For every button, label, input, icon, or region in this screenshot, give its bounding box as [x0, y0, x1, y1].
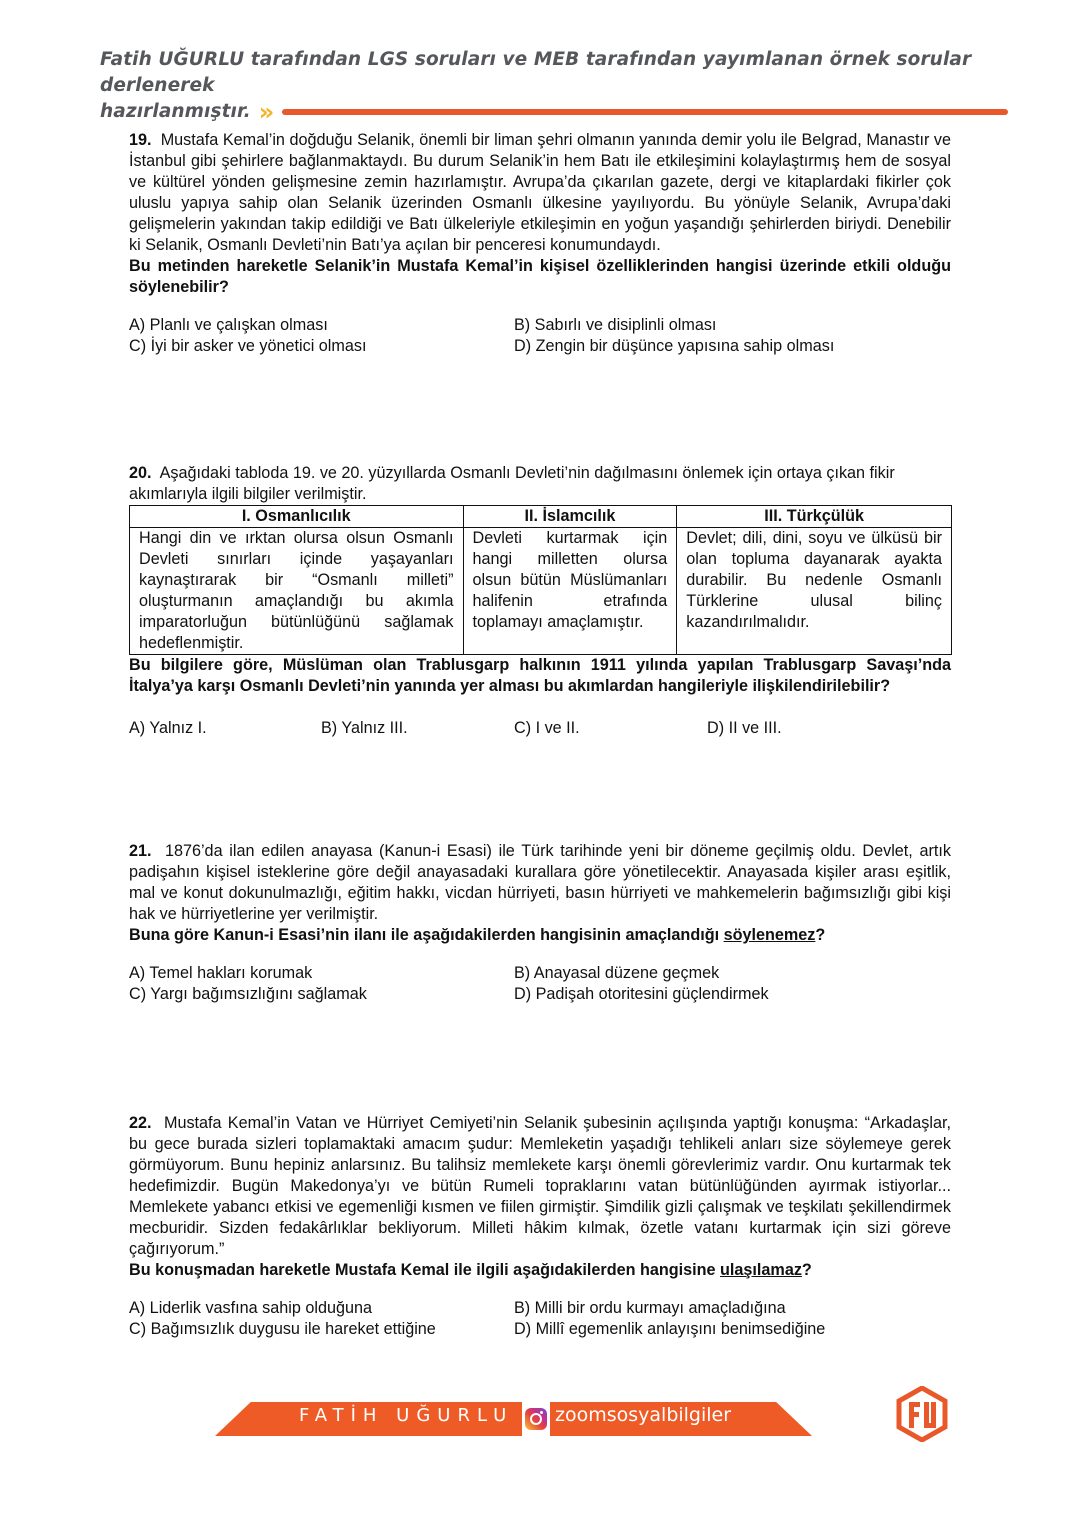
option-a[interactable]: A) Temel hakları korumak	[129, 964, 313, 982]
option-c[interactable]: C) Yargı bağımsızlığını sağlamak	[129, 985, 367, 1003]
instagram-icon	[525, 1408, 547, 1430]
double-chevron-icon: »	[258, 98, 269, 126]
question-21-options	[129, 963, 951, 1005]
table-header-turkculuk: III. Türkçülük	[677, 506, 952, 528]
option-d[interactable]: D) II ve III.	[707, 719, 782, 737]
negation-keyword: ulaşılamaz	[720, 1261, 802, 1279]
option-a[interactable]: A) Liderlik vasfına sahip olduğuna	[129, 1299, 372, 1317]
option-c[interactable]: C) İyi bir asker ve yönetici olması	[129, 337, 367, 355]
question-number: 19.	[129, 131, 152, 149]
option-c[interactable]: C) I ve II.	[514, 719, 580, 737]
page-header	[100, 47, 1020, 125]
question-19-body	[129, 130, 951, 256]
option-a[interactable]: A) Yalnız I.	[129, 719, 207, 737]
table-cell-turkculuk: Devlet; dili, dini, soyu ve ülküsü bir olan topluma dayanarak ayakta durabilir. Bu nedenle Osmanlı Türklerine ulusal bilinç kazandırılmalıdır.	[677, 528, 952, 655]
question-19-stem: Bu metinden hareketle Selanik’in Mustafa Kemal’in kişisel özelliklerinden hangisi üzerinde etkili olduğu söylenebilir?	[129, 257, 951, 296]
question-text: Mustafa Kemal’in doğduğu Selanik, önemli bir liman şehri olmanın yanında demir yolu ile Belgrad, Manastır ve İstanbul gibi şehirlere bağlanmaktaydı. Bu durum Selanik’in hem Batı ile etkileşimini kolaylaştırmış hem de sosyal ve kültürel yönden gelişmesine zemin hazırlamıştır. Avrupa’da çıkarılan gazete, dergi ve kitaplardaki fikirler çok uluslu yapıya sahip olan Selanik üzerinden Osmanlı ülkesine yayılıyordu. Bu yönüyle Selanik, Avrupa’daki gelişmelerin yakından takip edildiği ve Batı ülkeleriyle etkileşimin en yoğun yaşandığı şehirlerden biriydi. Denebilir ki Selanik, Osmanlı Devleti’nin Batı’ya açılan bir penceresi konumundaydı.	[129, 131, 952, 254]
question-19-options	[129, 315, 951, 357]
header-line-1: Fatih UĞURLU tarafından LGS soruları ve MEB tarafından yayımlanan örnek sorular derlenerek	[100, 49, 972, 96]
question-19	[129, 130, 951, 357]
question-22-options	[129, 1298, 951, 1340]
option-b[interactable]: B) Anayasal düzene geçmek	[514, 964, 720, 982]
question-text: Aşağıdaki tabloda 19. ve 20. yüzyıllarda Osmanlı Devleti’nin dağılmasını önlemek için ortaya çıkan fikir akımlarıyla ilgili bilgiler verilmiştir.	[129, 464, 895, 503]
question-22-stem: Bu konuşmadan hareketle Mustafa Kemal ile ilgili aşağıdakilerden hangisine ulaşılamaz?	[129, 1261, 812, 1279]
question-20-body	[129, 463, 951, 505]
option-d[interactable]: D) Millî egemenlik anlayışını benimsediğine	[514, 1320, 826, 1338]
negation-keyword: söylenemez	[723, 926, 816, 944]
question-21-stem: Buna göre Kanun-i Esasi’nin ilanı ile aşağıdakilerden hangisinin amaçlandığı söylenemez?	[129, 926, 826, 944]
instagram-handle[interactable]: zoomsosyalbilgiler	[555, 1404, 732, 1426]
table-header-islamcilik: II. İslamcılık	[463, 506, 677, 528]
ideologies-table	[129, 505, 952, 655]
table-row	[130, 528, 952, 655]
question-22-body	[129, 1113, 951, 1260]
header-divider	[282, 109, 1008, 115]
option-d[interactable]: D) Zengin bir düşünce yapısına sahip olması	[514, 337, 835, 355]
fu-logo-icon	[896, 1386, 948, 1442]
question-number: 21.	[129, 842, 152, 860]
option-d[interactable]: D) Padişah otoritesini güçlendirmek	[514, 985, 769, 1003]
question-21	[129, 841, 951, 1005]
question-20-options	[129, 718, 951, 739]
question-number: 22.	[129, 1114, 152, 1132]
option-b[interactable]: B) Milli bir ordu kurmayı amaçladığına	[514, 1299, 786, 1317]
question-text: 1876’da ilan edilen anayasa (Kanun-i Esasi) ile Türk tarihinde yeni bir döneme geçilmiş oldu. Devlet, artık padişahın kişisel isteklerine göre değil anayasadaki kurallara göre yönetilecektir. Anayasada kişiler arası eşitlik, mal ve konut dokunulmazlığı, eğitim hakkı, vicdan hürriyeti, basın hürriyeti ve mahkemelerin bağımsızlığı gibi kişi hak ve hürriyetlerine yer verilmiştir.	[129, 842, 952, 923]
table-cell-osmanlicilik: Hangi din ve ırktan olursa olsun Osmanlı Devleti sınırları içinde yaşayanları kaynaştırarak bir “Osmanlı milleti” oluşturmanın amaçlandığı bu akımla imparatorluğun bütünlüğünü sağlamak hedeflenmiştir.	[130, 528, 464, 655]
option-a[interactable]: A) Planlı ve çalışkan olması	[129, 316, 328, 334]
table-header-osmanlicilik: I. Osmanlıcılık	[130, 506, 464, 528]
question-number: 20.	[129, 464, 152, 482]
question-21-body	[129, 841, 951, 925]
question-20	[129, 463, 951, 739]
question-20-stem: Bu bilgilere göre, Müslüman olan Trablusgarp halkının 1911 yılında yapılan Trablusgarp Savaşı’nda İtalya’ya karşı Osmanlı Devleti’nin yanında yer alması bu akımlardan hangileriyle ilişkilendirilebilir?	[129, 656, 951, 695]
header-line-2: hazırlanmıştır.	[100, 101, 251, 122]
option-c[interactable]: C) Bağımsızlık duygusu ile hareket ettiğine	[129, 1320, 436, 1338]
question-text: Mustafa Kemal’in Vatan ve Hürriyet Cemiyeti’nin Selanik şubesinin açılışında yaptığı konuşma: “Arkadaşlar, bu gece burada sizleri toplamaktaki amacım şudur: Memleketin yaşadığı tehlikeli anları size söylemeye gerek görmüyorum. Bunu hepiniz anlarsınız. Bu talihsiz memlekete karşı önemli görevlerimiz vardır. Onu kurtarmak tek hedefimizdir. Bugün Makedonya’yı ve bütün Rumeli topraklarını vatan bütünlüğünden ayırmak istiyorlar... Memlekete yabancı etkisi ve egemenliği kısmen ve fiilen girmiştir. Şimdilik gizli çalışmak ve teşkilatı şekillendirmek mecburidir. Sizden fedakârlıklar bekliyorum. Milleti hâkim kılmak, özetle vatanı kurtarmak için sizi göreve çağırıyorum.”	[129, 1114, 951, 1258]
footer-banner	[215, 1402, 812, 1436]
option-b[interactable]: B) Yalnız III.	[321, 719, 408, 737]
table-cell-islamcilik: Devleti kurtarmak için hangi milletten olursa olsun bütün Müslümanları halifenin etrafında toplamayı amaçlamıştır.	[463, 528, 677, 655]
author-name: FATİH UĞURLU	[299, 1405, 514, 1426]
option-b[interactable]: B) Sabırlı ve disiplinli olması	[514, 316, 717, 334]
question-22	[129, 1113, 951, 1340]
